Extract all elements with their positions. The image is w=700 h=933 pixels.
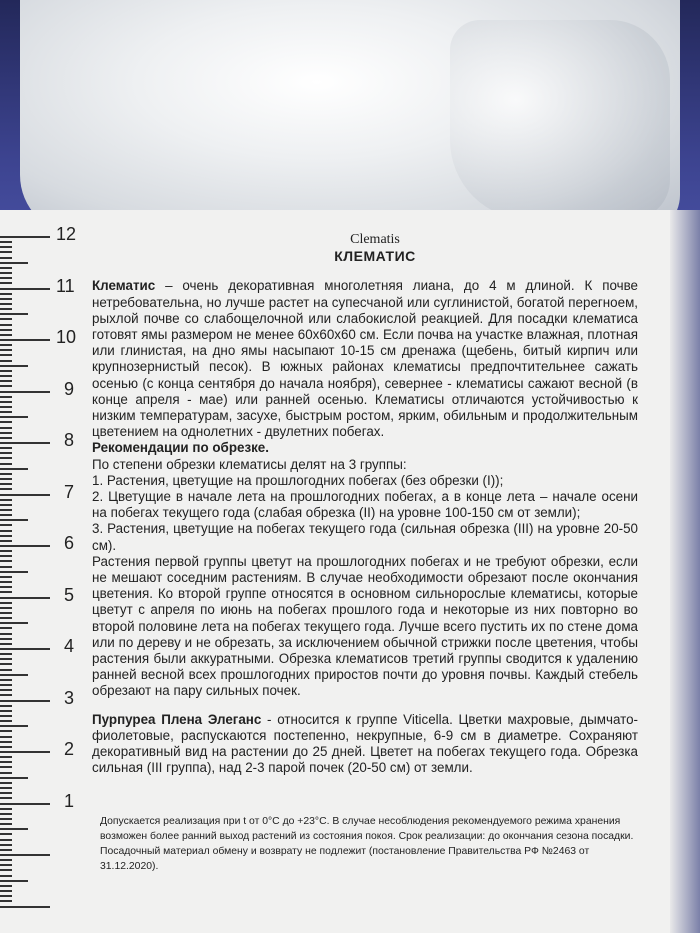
- ruler-tick: [0, 298, 12, 300]
- ruler-tick: [0, 329, 12, 331]
- ruler-tick: [0, 391, 50, 393]
- pruning-line: 1. Растения, цветущие на прошлогодних побегах (без обрезки (I));: [92, 472, 504, 488]
- ruler-tick: [0, 906, 50, 908]
- ruler-tick: [0, 720, 12, 722]
- pruning-paragraph: Растения первой группы цветут на прошлогодних побегах и не требуют обрезки, если не мешают соседним растениям. В случае необходимости обрезают после окончания цветения. Ко второй группе относятся в основном сильнорослые клематисы, которые цветут с апреля по июнь на побегах прошлого года и некоторые из них повторно во второй половине лета на побегах текущего года. Лучше всего пустить их по стене дома или по дереву и не обрезать, за исключением обычной стрижки после цветения, чтобы растения были аккуратными. Обрезка клематисов третий группы сводится к удалению ранней весной всех прошлогодних приростов почти до уровня почвы. Каждый стебель обрезают на пару сильных почек.: [92, 553, 638, 699]
- ruler-tick: [0, 633, 12, 635]
- ruler-tick: [0, 885, 12, 887]
- ruler-tick: [0, 550, 12, 552]
- ruler-tick: [0, 555, 12, 557]
- ruler-tick: [0, 535, 12, 537]
- ruler-tick: [0, 684, 12, 686]
- pruning-line: 3. Растения, цветущие на побегах текущего года (сильная обрезка (III) на уровне 20-50 см).: [92, 521, 638, 553]
- ruler-tick: [0, 478, 12, 480]
- ruler-tick: [0, 674, 28, 676]
- ruler-tick: [0, 380, 12, 382]
- ruler-tick: [0, 839, 12, 841]
- ruler-tick: [0, 437, 12, 439]
- ruler-tick: [0, 452, 12, 454]
- ruler-tick: [0, 504, 12, 506]
- ruler-tick: [0, 869, 12, 871]
- ruler-tick: [0, 715, 12, 717]
- ruler-tick: [0, 282, 12, 284]
- ruler-tick: [0, 586, 12, 588]
- ruler-number: 11: [56, 275, 75, 296]
- ruler-number: 9: [64, 378, 75, 399]
- ruler-number: 12: [56, 224, 77, 244]
- ruler-tick: [0, 566, 12, 568]
- ruler-tick: [0, 576, 12, 578]
- ruler-tick: [0, 813, 12, 815]
- ruler-number: 10: [56, 327, 77, 347]
- ruler-tick: [0, 803, 50, 805]
- ruler-tick: [0, 658, 12, 660]
- ruler-tick: [0, 432, 12, 434]
- ruler-tick: [0, 648, 50, 650]
- ruler-tick: [0, 875, 12, 877]
- ruler-tick: [0, 499, 12, 501]
- ruler-tick: [0, 427, 12, 429]
- ruler-tick: [0, 421, 12, 423]
- ruler-tick: [0, 360, 12, 362]
- label-content: [92, 232, 638, 777]
- ruler-tick: [0, 710, 12, 712]
- ruler-tick: [0, 777, 28, 779]
- product-title: КЛЕМАТИС: [334, 248, 416, 265]
- ruler-tick: [0, 473, 12, 475]
- ruler-tick: [0, 571, 28, 573]
- ruler-tick: [0, 236, 50, 238]
- ruler-tick: [0, 741, 12, 743]
- ruler-tick: [0, 833, 12, 835]
- ruler-tick: [0, 267, 12, 269]
- ruler-tick: [0, 447, 12, 449]
- ruler-tick: [0, 483, 12, 485]
- ruler-tick: [0, 864, 12, 866]
- ruler-tick: [0, 859, 12, 861]
- ruler-tick: [0, 597, 50, 599]
- ruler-tick: [0, 880, 28, 882]
- ruler-tick: [0, 514, 12, 516]
- ruler-tick: [0, 339, 50, 341]
- intro-paragraph: [92, 278, 638, 440]
- ruler-tick: [0, 581, 12, 583]
- ruler-tick: [0, 293, 12, 295]
- pruning-heading: Рекомендации по обрезке.: [92, 440, 269, 456]
- ruler-tick: [0, 890, 12, 892]
- ruler-tick: [0, 370, 12, 372]
- ruler-tick: [0, 643, 12, 645]
- ruler-tick: [0, 463, 12, 465]
- footer-note: Допускается реализация при t от 0°C до +23°C. В случае несоблюдения рекомендуемого режима хранения возможен более ранний выход растений из состояния покоя. Срок реализации: до окончания сезона посадки. Посадочный материал обмену и возврату не подлежит (постановление Правительства РФ №2463 от 31.12.2020).: [100, 816, 634, 872]
- ruler-tick: [0, 627, 12, 629]
- ruler-tick: [0, 653, 12, 655]
- ruler-tick: [0, 416, 28, 418]
- ruler-tick: [0, 854, 50, 856]
- ruler-tick: [0, 808, 12, 810]
- ruler-tick: [0, 262, 28, 264]
- ruler-tick: [0, 736, 12, 738]
- ruler-tick: [0, 792, 12, 794]
- ruler-tick: [0, 251, 12, 253]
- ruler-tick: [0, 705, 12, 707]
- ruler-tick: [0, 530, 12, 532]
- ruler-number: 2: [64, 739, 75, 759]
- ruler-number: 7: [64, 481, 75, 502]
- ruler-tick: [0, 761, 12, 763]
- ruler-tick: [0, 494, 50, 496]
- ruler-tick: [0, 313, 28, 315]
- ruler-tick: [0, 694, 12, 696]
- plant-bag-fold: [450, 20, 670, 220]
- ruler-tick: [0, 782, 12, 784]
- ruler-tick: [0, 602, 12, 604]
- ruler-tick: [0, 308, 12, 310]
- ruler-tick: [0, 545, 50, 547]
- ruler-tick: [0, 406, 12, 408]
- ruler-tick: [0, 849, 12, 851]
- ruler-tick: [0, 560, 12, 562]
- ruler-number: 3: [64, 687, 75, 708]
- ruler-tick: [0, 411, 12, 413]
- ruler-tick: [0, 334, 12, 336]
- variety-name: Пурпуреа Плена Элеганс: [92, 711, 262, 727]
- ruler-tick: [0, 354, 12, 356]
- centimeter-ruler: [0, 210, 90, 933]
- ruler-tick: [0, 246, 12, 248]
- pruning-line: По степени обрезки клематисы делят на 3 группы:: [92, 456, 407, 472]
- ruler-tick: [0, 401, 12, 403]
- ruler-tick: [0, 818, 12, 820]
- ruler-tick: [0, 797, 12, 799]
- ruler-tick: [0, 730, 12, 732]
- ruler-tick: [0, 519, 28, 521]
- ruler-tick: [0, 612, 12, 614]
- intro-text: – очень декоративная многолетняя лиана, до 4 м длиной. К почве нетребовательна, но лучше растет на супесчаной или суглинистой, богатой перегноем, рыхлой почве со слабощелочной или слабокислой реакцией. Для посадки клематиса готовят ямы размером не менее 60х60х60 см. Если почва на участке влажная, плотная или глинистая, на дно ямы насыпают 10-15 см дренажа (щебень, битый кирпич или крупнозернистый песок). В южных районах клематисы предпочтительнее сажать осенью (с конца сентября до начала ноября), севернее - клематисы сажают весной (в конце апреля - мае) или ранней осенью. Клематисы отличаются устойчивостью к низким температурам, засухе, быстрым ростом, ярким, обильным и продолжительным цветением на однолетних - двулетних побегах.: [92, 278, 638, 440]
- ruler-tick: [0, 895, 12, 897]
- ruler-tick: [0, 509, 12, 511]
- ruler-tick: [0, 288, 50, 290]
- ruler-tick: [0, 638, 12, 640]
- ruler-tick: [0, 457, 12, 459]
- ruler-tick: [0, 725, 28, 727]
- ruler-tick: [0, 303, 12, 305]
- ruler-tick: [0, 700, 50, 702]
- ruler-tick: [0, 607, 12, 609]
- ruler-tick: [0, 324, 12, 326]
- ruler-tick: [0, 751, 50, 753]
- ruler-tick: [0, 746, 12, 748]
- ruler-tick: [0, 900, 12, 902]
- ruler-tick: [0, 689, 12, 691]
- ruler-tick: [0, 524, 12, 526]
- pruning-line: 2. Цветущие в начале лета на прошлогодних побегах, а в конце лета – начале осени на побегах текущего года (слабая обрезка (II) на уровне 100-150 см от земли);: [92, 489, 638, 521]
- ruler-tick: [0, 766, 12, 768]
- ruler-tick: [0, 396, 12, 398]
- label-sheet-edge: [670, 210, 700, 933]
- ruler-tick: [0, 442, 50, 444]
- ruler-number: 6: [64, 533, 75, 553]
- ruler-tick: [0, 277, 12, 279]
- variety-paragraph: [92, 712, 638, 777]
- ruler-tick: [0, 622, 28, 624]
- ruler-tick: [0, 844, 12, 846]
- ruler-tick: [0, 257, 12, 259]
- ruler-tick: [0, 241, 12, 243]
- ruler-tick: [0, 375, 12, 377]
- ruler-tick: [0, 828, 28, 830]
- ruler-tick: [0, 540, 12, 542]
- ruler-tick: [0, 823, 12, 825]
- ruler-tick: [0, 617, 12, 619]
- ruler-tick: [0, 344, 12, 346]
- ruler-tick: [0, 669, 12, 671]
- ruler-tick: [0, 468, 28, 470]
- ruler-tick: [0, 349, 12, 351]
- latin-name: Clematis: [350, 232, 400, 247]
- ruler-tick: [0, 679, 12, 681]
- ruler-tick: [0, 756, 12, 758]
- ruler-number: 4: [64, 636, 75, 656]
- ruler-tick: [0, 591, 12, 593]
- ruler-tick: [0, 663, 12, 665]
- intro-term: Клематис: [92, 278, 156, 294]
- ruler-tick: [0, 772, 12, 774]
- ruler-tick: [0, 272, 12, 274]
- ruler-tick: [0, 488, 12, 490]
- ruler-tick: [0, 787, 12, 789]
- ruler-number: 1: [64, 790, 75, 811]
- ruler-tick: [0, 365, 28, 367]
- variety-text: - относится к группе Viticella. Цветки махровые, дымчато-фиолетовые, распускаются постепенно, некрупные, 6-9 см в диаметре. Сохраняют декоративный вид на растении до 25 дней. Цветет на побегах текущего года. Обрезка сильная (III группа), над 2-3 парой почек (20-50 см) от земли.: [92, 711, 638, 776]
- ruler-number: 8: [64, 430, 75, 450]
- ruler-number: 5: [64, 584, 75, 605]
- ruler-tick: [0, 318, 12, 320]
- ruler-tick: [0, 385, 12, 387]
